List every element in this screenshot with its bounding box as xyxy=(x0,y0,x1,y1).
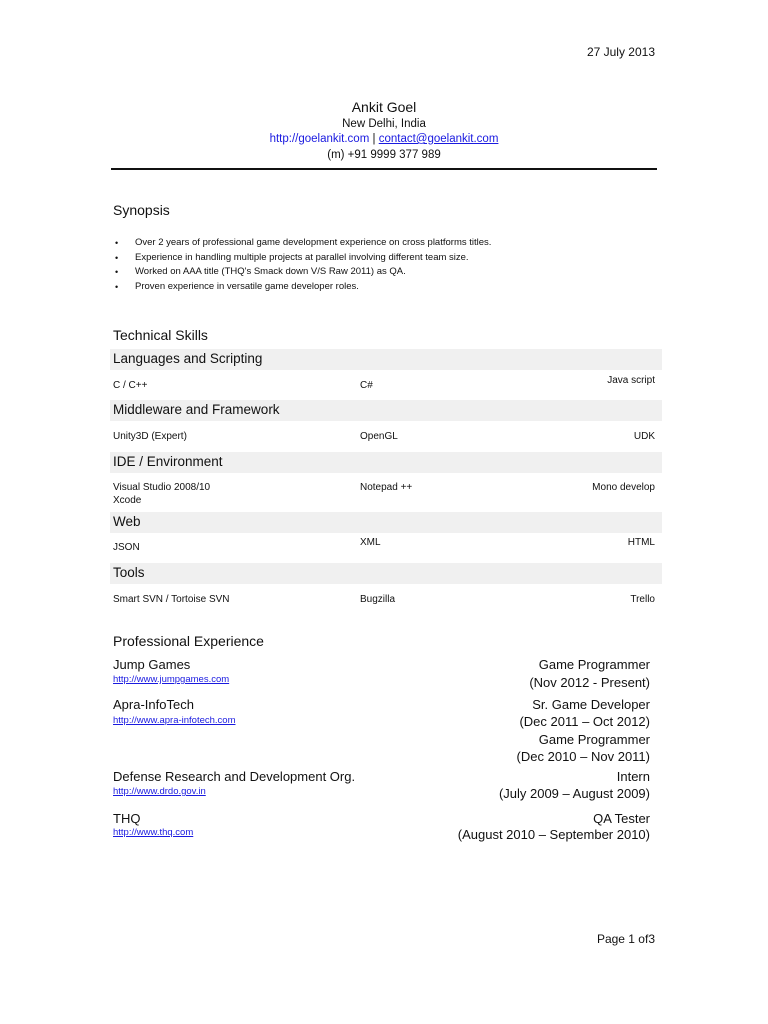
skill-item: Java script xyxy=(607,375,655,386)
skill-item: Notepad ++ xyxy=(360,482,413,493)
skill-item: Visual Studio 2008/10 xyxy=(113,482,211,493)
list-item: • Worked on AAA title (THQ's Smack down V/S Raw 2011) as QA. xyxy=(115,266,406,277)
company-name: Apra-InfoTech xyxy=(113,697,194,712)
skill-item: OpenGL xyxy=(360,431,398,442)
header-divider xyxy=(111,168,657,170)
website-link[interactable]: http://goelankit.com xyxy=(269,133,370,145)
company-name: Jump Games xyxy=(113,657,191,672)
company-name: THQ xyxy=(113,811,141,826)
company-link[interactable]: http://www.jumpgames.com xyxy=(113,674,230,685)
company-link[interactable]: http://www.thq.com xyxy=(113,827,194,838)
bullet-icon: • xyxy=(115,238,119,248)
synopsis-title: Synopsis xyxy=(113,202,170,218)
skill-item: Trello xyxy=(630,594,655,605)
candidate-location: New Delhi, India xyxy=(342,118,426,130)
document-date: 27 July 2013 xyxy=(586,45,655,59)
synopsis-list xyxy=(113,236,653,294)
skill-item: JSON xyxy=(113,542,140,553)
technical-skills-title: Technical Skills xyxy=(113,327,208,343)
job-period: (July 2009 – August 2009) xyxy=(498,786,650,801)
skill-item: XML xyxy=(360,537,381,548)
skill-group-heading: IDE / Environment xyxy=(110,452,662,473)
skill-group-heading: Web xyxy=(110,512,662,533)
skill-group-heading: Middleware and Framework xyxy=(110,400,662,421)
job-role: Game Programmer xyxy=(538,732,650,747)
candidate-name: Ankit Goel xyxy=(351,99,417,115)
job-role: Sr. Game Developer xyxy=(532,697,650,712)
skill-item: Smart SVN / Tortoise SVN xyxy=(113,594,230,605)
job-period: (Nov 2012 - Present) xyxy=(529,675,650,690)
company-link[interactable]: http://www.apra-infotech.com xyxy=(113,715,236,726)
skill-item: HTML xyxy=(627,537,655,548)
bullet-icon: • xyxy=(115,281,119,292)
skill-group-heading: Languages and Scripting xyxy=(110,349,662,370)
job-role: Game Programmer xyxy=(538,657,650,672)
list-item: • Experience in handling multiple projects at parallel involving different team size. xyxy=(115,251,469,263)
skill-item: C / C++ xyxy=(113,380,148,391)
skill-item: UDK xyxy=(633,431,655,442)
job-period: (August 2010 – September 2010) xyxy=(457,827,650,842)
skill-item: Bugzilla xyxy=(360,594,396,605)
job-role: Intern xyxy=(616,769,650,784)
candidate-phone: (m) +91 9999 377 989 xyxy=(327,149,441,161)
job-period: (Dec 2011 – Oct 2012) xyxy=(519,714,650,729)
bullet-icon: • xyxy=(115,252,119,263)
link-separator: | xyxy=(372,133,376,145)
skill-item: Unity3D (Expert) xyxy=(113,431,187,442)
experience-title: Professional Experience xyxy=(113,633,264,649)
skill-item: Xcode xyxy=(113,495,142,506)
job-period: (Dec 2010 – Nov 2011) xyxy=(516,749,650,764)
email-link[interactable]: contact@goelankit.com xyxy=(378,133,499,145)
page-number: Page 1 of3 xyxy=(596,932,655,946)
list-item: • Over 2 years of professional game development experience on cross platforms titles. xyxy=(115,237,492,248)
bullet-icon: • xyxy=(115,267,119,277)
job-role: QA Tester xyxy=(593,811,650,826)
list-item: • Proven experience in versatile game developer roles. xyxy=(115,280,359,292)
skill-item: C# xyxy=(360,380,373,391)
company-link[interactable]: http://www.drdo.gov.in xyxy=(113,786,206,797)
contact-links xyxy=(0,133,768,145)
company-name: Defense Research and Development Org. xyxy=(113,769,356,784)
skill-group-heading: Tools xyxy=(110,563,662,584)
skill-item: Mono develop xyxy=(592,482,655,493)
